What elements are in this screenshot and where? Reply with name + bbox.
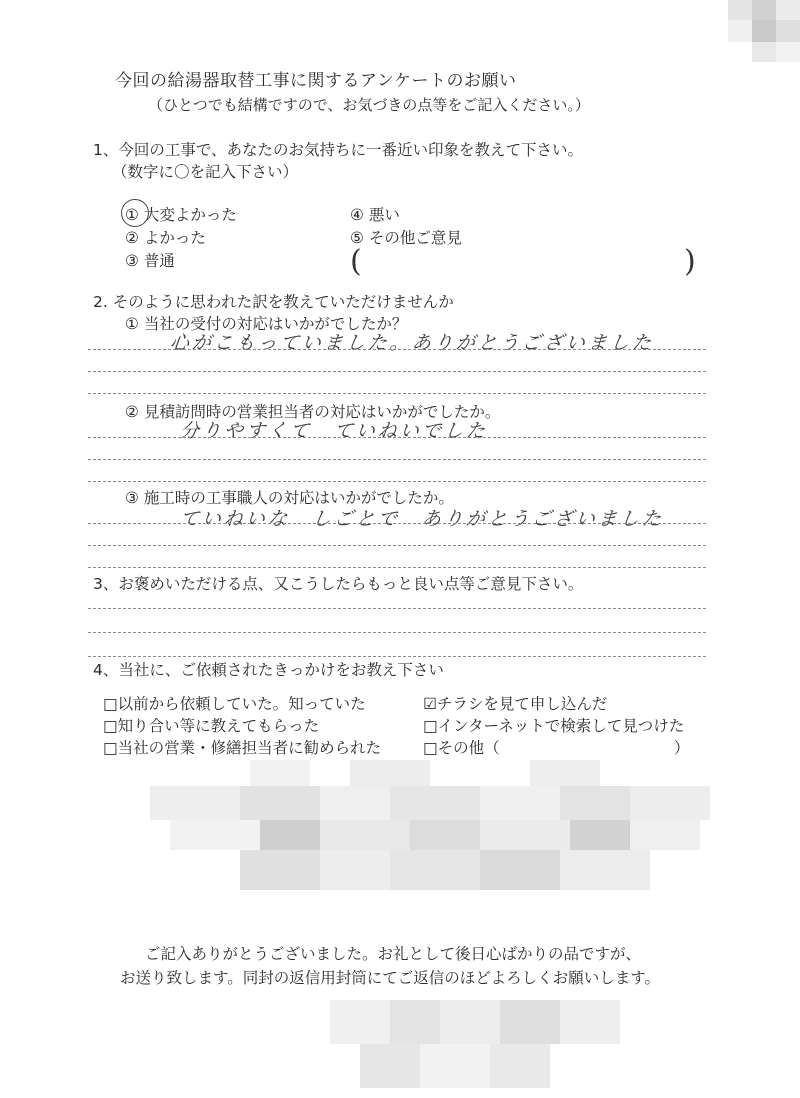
q3-answer-line-3 (88, 656, 706, 657)
q2-sub1-answer-line-1 (88, 349, 706, 350)
q4-option-referral[interactable]: □知り合い等に教えてもらった (103, 717, 320, 735)
q2-sub3-answer-line-3 (88, 567, 706, 568)
q2-sub3-answer-line-2 (88, 545, 706, 546)
q1-other-open-paren: ( (350, 244, 362, 279)
q2-sub3-answer-line-1 (88, 523, 706, 524)
q1-option-4[interactable]: ④ 悪い (350, 206, 400, 224)
q1-option-1-circle-mark (121, 199, 149, 227)
q2-sub3-question: ③ 施工時の工事職人の対応はいかがでしたか。 (125, 489, 454, 507)
q1-option-2[interactable]: ② よかった (125, 229, 206, 247)
q4-option-known-before[interactable]: □以前から依頼していた。知っていた (103, 695, 366, 713)
q2-sub1-answer-line-2 (88, 371, 706, 372)
q4-option-other[interactable]: □その他（ (423, 739, 500, 757)
q4-option-flyer[interactable]: ☑チラシを見て申し込んだ (423, 695, 608, 713)
q2-sub3-handwritten-answer: ていねいな しごとで ありがとうございました (178, 508, 666, 530)
q2-sub1-question: ① 当社の受付の対応はいかがでしたか？ (125, 315, 408, 333)
q3-answer-line-2 (88, 632, 706, 633)
redacted-corner-mosaic (728, 0, 800, 62)
q1-other-close-paren: ) (684, 244, 696, 279)
footer-thanks-line-1: ご記入ありがとうございました。お礼として後日心ばかりの品ですが、 (145, 945, 642, 963)
redacted-company-info (330, 1000, 620, 1088)
q4-option-internet[interactable]: □インターネットで検索して見つけた (423, 717, 685, 735)
survey-title: 今回の給湯器取替工事に関するアンケートのお願い (115, 71, 517, 91)
survey-subtitle: （ひとつでも結構ですので、お気づきの点等をご記入ください。） (148, 96, 590, 114)
q2-sub2-answer-line-1 (88, 437, 706, 438)
q2-sub1-answer-line-3 (88, 393, 706, 394)
q2-sub2-answer-line-3 (88, 481, 706, 482)
q2-sub1-handwritten-answer: 心がこもっていました。ありがとうございました (168, 332, 656, 354)
q4-other-close-paren: ） (674, 739, 690, 757)
q1-option-5[interactable]: ⑤ その他ご意見 (350, 229, 462, 247)
q2-sub2-handwritten-answer: 分りやすくて ていねいでした (178, 420, 490, 442)
q1-option-3[interactable]: ③ 普通 (125, 252, 175, 270)
q1-option-1[interactable]: ① 大変よかった (125, 206, 237, 224)
q4-option-staff-recommend[interactable]: □当社の営業・修繕担当者に勧められた (103, 739, 382, 757)
q2-sub2-answer-line-2 (88, 459, 706, 460)
q1-instruction: （数字に〇を記入下さい） (112, 163, 299, 181)
redacted-respondent-info (150, 760, 710, 898)
q4-question: 4、当社に、ご依頼されたきっかけをお教え下さい (93, 661, 444, 679)
q3-question: 3、お褒めいただける点、又こうしたらもっと良い点等ご意見下さい。 (93, 575, 584, 593)
q2-question: 2. そのように思われた訳を教えていただけませんか (93, 293, 454, 311)
footer-thanks-line-2: お送り致します。同封の返信用封筒にてご返信のほどよろしくお願いします。 (120, 969, 661, 987)
q3-answer-line-1 (88, 608, 706, 609)
q1-question: 1、今回の工事で、あなたのお気持ちに一番近い印象を教えて下さい。 (93, 141, 584, 159)
q2-sub2-question: ② 見積訪問時の営業担当者の対応はいかがでしたか。 (125, 403, 501, 421)
